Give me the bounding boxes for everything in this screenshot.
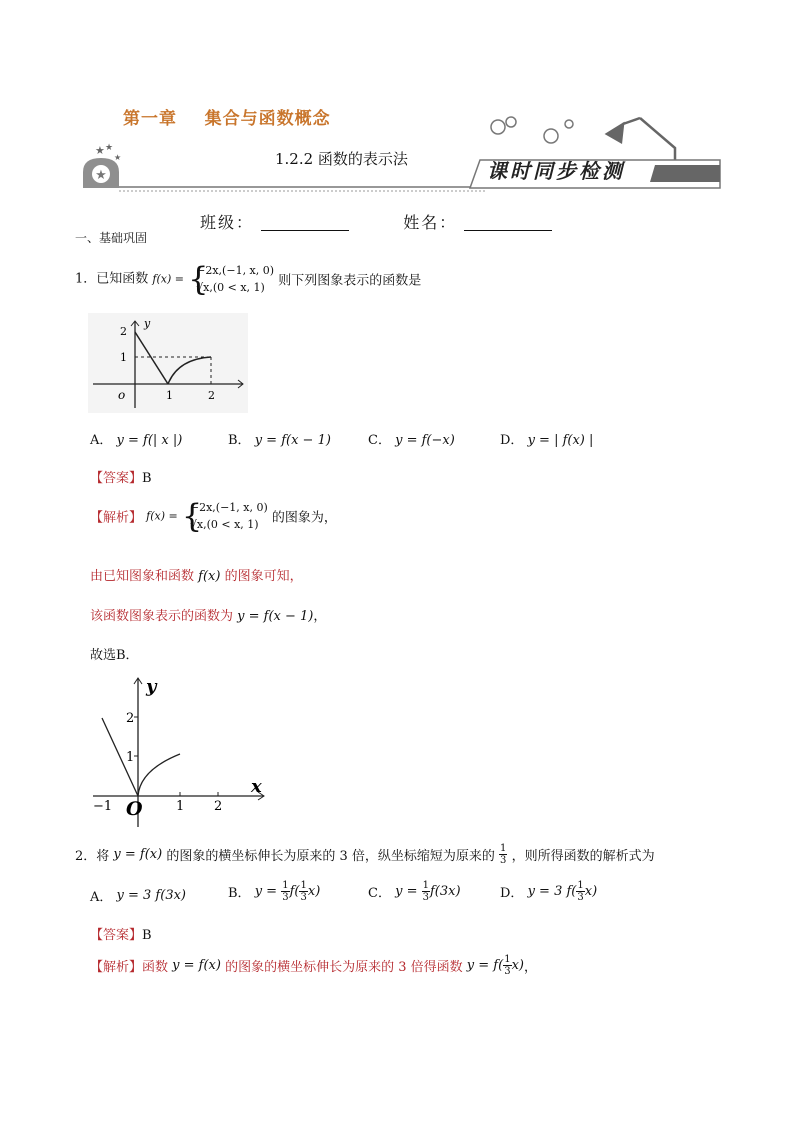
q1-option-d[interactable]: D． y = | f(x) | (500, 433, 594, 448)
q2-option-b[interactable]: B． y = $\frac{1}{3}$ f( $\frac{1}{3}$ x) (228, 880, 321, 903)
svg-text:y: y (146, 676, 157, 697)
svg-text:O: O (126, 798, 143, 820)
svg-text:1: 1 (166, 389, 173, 402)
question-1: 1．已知函数 f(x) = { −2x,(−1, x, 0) √x,(0 < x, 1) 则下列图象表示的函数是 (75, 260, 422, 298)
lesson-subtitle: 1.2.2 函数的表示法 (275, 150, 408, 168)
q2-option-d[interactable]: D． y = 3 f( $\frac{1}{3}$ x) (500, 880, 598, 903)
class-name-line (200, 210, 552, 233)
section-title: 一、基础巩固 (75, 231, 148, 245)
q2-analysis: 【解析】函数 y = f(x) 的图象的横坐标伸长为原来的 3 倍得函数 y = f( $\frac{1}{3}$ x)， (90, 954, 537, 977)
svg-text:2: 2 (214, 799, 223, 814)
name-blank (464, 216, 552, 231)
q1-analysis-line3: 该函数图象表示的函数为 y = f(x − 1)， (90, 609, 327, 624)
svg-text:★: ★ (105, 143, 114, 153)
q2-graph (88, 672, 273, 832)
star-badge-icon (83, 143, 121, 188)
piecewise-definition: { −2x,(−1, x, 0) √x,(0 < x, 1) (188, 260, 275, 298)
svg-text:★: ★ (95, 168, 107, 183)
q1-option-b[interactable]: B． y = f(x − 1) (228, 433, 331, 448)
q2-option-a[interactable]: A． y = 3 f(3x) (90, 888, 186, 905)
q1-option-a[interactable]: A． y = f(| x |) (90, 433, 183, 448)
bubbles-icon (491, 117, 573, 143)
chapter-title: 第一章 集合与函数概念 (123, 109, 331, 129)
q2-answer: 【答案】B (90, 928, 152, 943)
banner-text: 课时同步检测 (487, 159, 625, 183)
q1-analysis-line2: 由已知图象和函数 f(x) 的图象可知， (90, 569, 303, 584)
svg-text:★: ★ (114, 153, 122, 162)
svg-text:★: ★ (95, 144, 105, 157)
svg-text:y: y (144, 317, 151, 330)
q1-option-c[interactable]: C． y = f(−x) (368, 433, 455, 448)
svg-text:1: 1 (120, 351, 127, 364)
q1-answer: 【答案】B (90, 471, 152, 486)
svg-text:1: 1 (176, 799, 185, 814)
svg-text:1: 1 (126, 750, 135, 765)
class-label: 班级： (200, 213, 255, 232)
q1-graph (88, 313, 248, 413)
svg-text:o: o (118, 388, 126, 402)
svg-text:2: 2 (208, 389, 215, 402)
svg-text:−1: −1 (93, 799, 113, 814)
question-2: 2．将 y = f(x) 的图象的横坐标伸长为原来的 3 倍，纵坐标缩短为原来的 $\frac{1}{3}$ ，则所得函数的解析式为 (75, 843, 655, 866)
class-blank (261, 216, 349, 231)
svg-text:2: 2 (120, 325, 127, 338)
q1-analysis-line4: 故选B． (90, 648, 139, 663)
svg-text:2: 2 (126, 711, 135, 726)
q2-option-c[interactable]: C． y = $\frac{1}{3}$ f(3x) (368, 880, 461, 903)
name-label: 姓名： (403, 213, 458, 232)
svg-text:x: x (251, 776, 262, 797)
q1-analysis: 【解析】 f(x) = { −2x,(−1, x, 0) √x,(0 < x, 1) 的图象为， (90, 497, 337, 535)
